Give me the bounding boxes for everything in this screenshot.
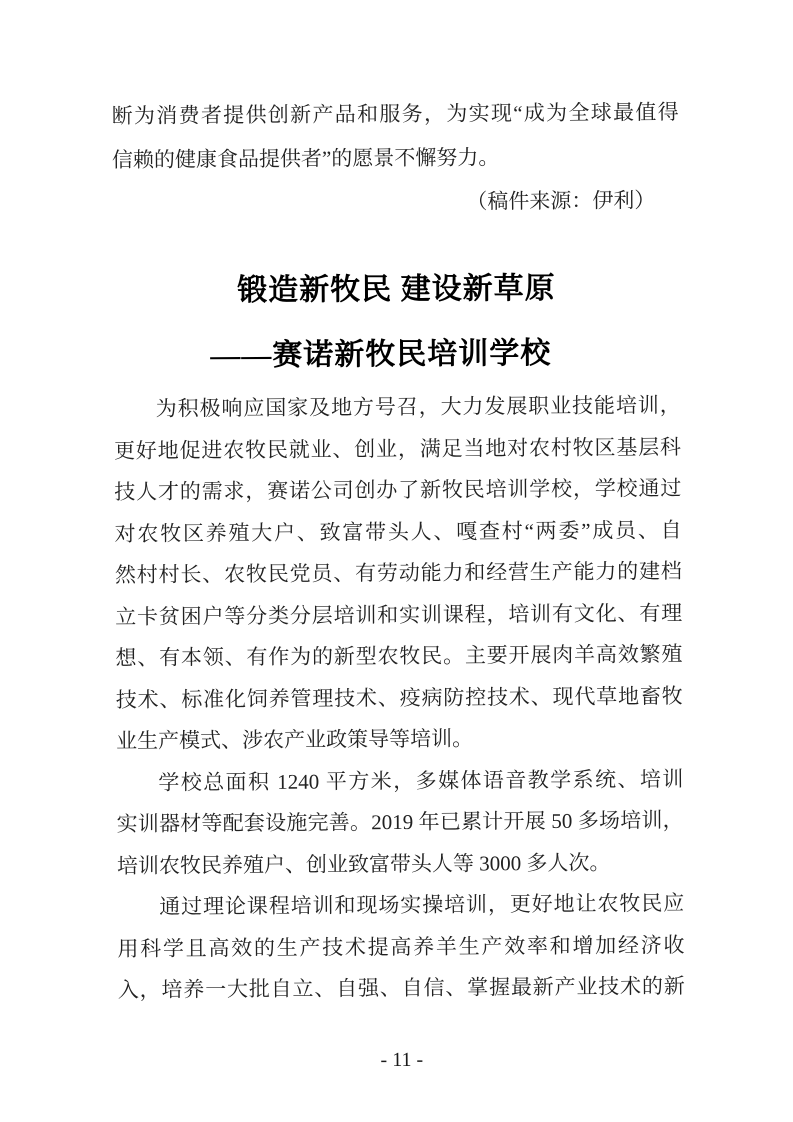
text-line: 然村村长、农牧民党员、有劳动能力和经营生产能力的建档 bbox=[114, 559, 682, 587]
text-line: 为积极响应国家及地方号召，大力发展职业技能培训， bbox=[155, 393, 681, 421]
text-line: 通过理论课程培训和现场实操培训，更好地让农牧民应 bbox=[159, 891, 685, 919]
paragraph-2 bbox=[116, 759, 684, 887]
text-line: 学校总面积 1240 平方米，多媒体语音教学系统、培训 bbox=[158, 766, 684, 795]
text-line: 用科学且高效的生产技术提高养羊生产效率和增加经济收 bbox=[117, 932, 685, 961]
text-line: 断为消费者提供创新产品和服务，为实现“成为全球最值得 bbox=[111, 100, 679, 128]
text-line: 业生产模式、涉农产业政策导等培训。 bbox=[115, 726, 474, 753]
text-line: 实训器材等配套设施完善。2019 年已累计开展 50 多场培训， bbox=[116, 808, 684, 836]
source-attribution: （稿件来源：伊利） bbox=[466, 188, 656, 214]
page-number-footer: - 11 - bbox=[380, 1048, 424, 1072]
text-line: 技人才的需求，赛诺公司创办了新牧民培训学校，学校通过 bbox=[114, 476, 682, 504]
text-line: 对农牧区养殖大户、致富带头人、嘎查村“两委”成员、自 bbox=[114, 517, 682, 546]
text-line: 立卡贫困户等分类分层培训和实训课程，培训有文化、有理 bbox=[115, 600, 683, 629]
text-line: 想、有本领、有作为的新型农牧民。主要开展肉羊高效繁殖 bbox=[115, 642, 683, 670]
text-line: 培训农牧民养殖户、创业致富带头人等 3000 多人次。 bbox=[116, 850, 611, 878]
article-heading bbox=[113, 255, 681, 389]
text-line: 更好地促进农牧民就业、创业，满足当地对农村牧区基层科 bbox=[113, 434, 682, 463]
paragraph-1 bbox=[114, 385, 684, 762]
article-title: 锻造新牧民 建设新草原 bbox=[237, 271, 556, 308]
closing-paragraph bbox=[112, 90, 680, 182]
page-content bbox=[112, 90, 686, 1089]
text-line: 入，培养一大批自立、自强、自信、掌握最新产业技术的新 bbox=[117, 974, 685, 1002]
article-subtitle: ——赛诺新牧民培训学校 bbox=[210, 336, 552, 373]
paragraph-3 bbox=[117, 883, 685, 1011]
text-line: 技术、标准化饲养管理技术、疫病防控技术、现代草地畜牧 bbox=[115, 683, 683, 712]
text-line: 信赖的健康食品提供者”的愿景不懈努力。 bbox=[111, 145, 500, 172]
